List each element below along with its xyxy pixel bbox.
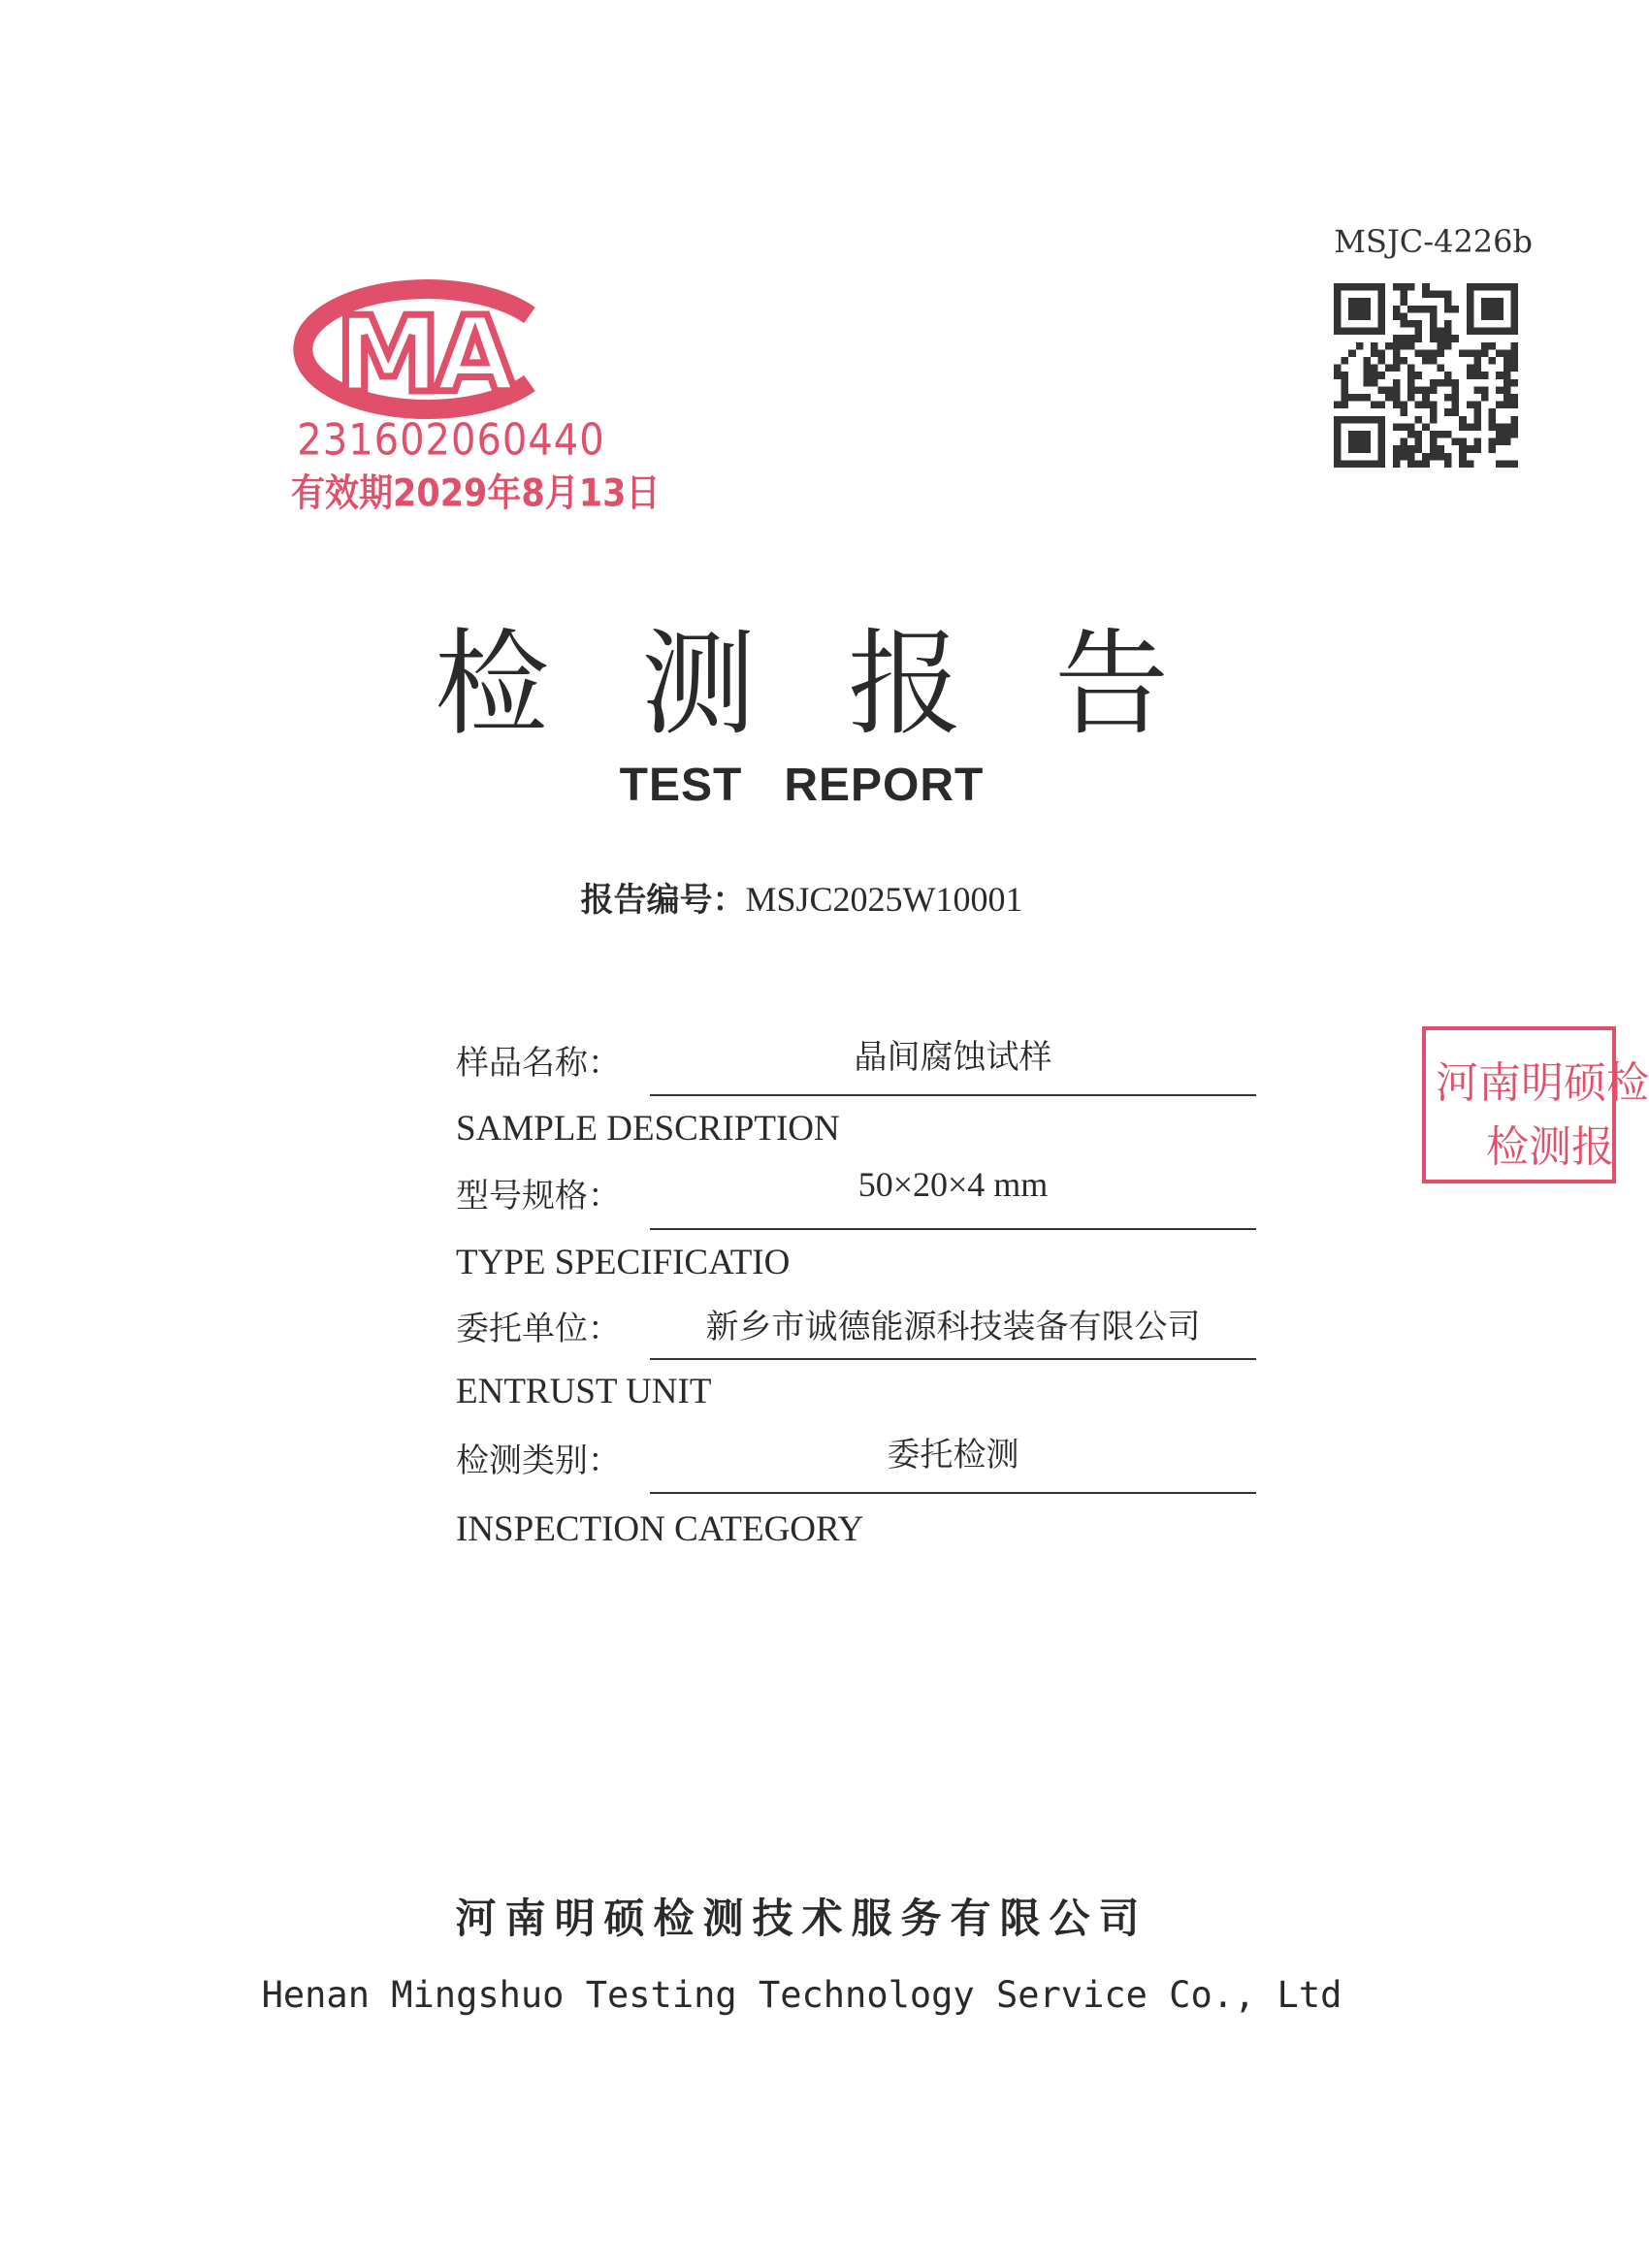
company-name-chinese: 河南明硕检测技术服务有限公司	[455, 1895, 1148, 1942]
cma-validity-date: 有效期2029年8月13日	[291, 471, 661, 516]
svg-text:MA: MA	[336, 295, 510, 416]
type-spec-underline	[650, 1228, 1256, 1230]
seal-line-2: 检测报	[1486, 1122, 1614, 1172]
type-spec-english: TYPE SPECIFICATIO	[456, 1243, 791, 1282]
company-name-english: Henan Mingshuo Testing Technology Service Co., Ltd	[261, 1974, 1342, 2016]
cma-certificate-number: 231602060440	[297, 415, 605, 466]
entrust-unit-english: ENTRUST UNIT	[456, 1372, 712, 1411]
title-english: TEST REPORT	[619, 760, 985, 811]
entrust-unit-label: 委托单位：	[456, 1310, 621, 1348]
cma-logo-icon	[308, 276, 570, 422]
form-code: MSJC-4226b	[1334, 223, 1533, 260]
sample-name-label: 样品名称：	[456, 1044, 621, 1083]
sample-name-english: SAMPLE DESCRIPTION	[456, 1109, 840, 1149]
type-spec-label: 型号规格：	[456, 1177, 621, 1215]
type-spec-value: 50×20×4 mm	[857, 1165, 1049, 1204]
inspection-category-english: INSPECTION CATEGORY	[456, 1509, 864, 1549]
report-number	[0, 873, 1603, 921]
entrust-unit-value: 新乡市诚德能源科技装备有限公司	[705, 1308, 1201, 1346]
seal-line-1: 河南明硕检	[1436, 1058, 1649, 1108]
inspection-category-underline	[650, 1492, 1256, 1494]
inspection-category-value: 委托检测	[887, 1436, 1019, 1474]
title-chinese: 检测报告	[434, 617, 1261, 751]
sample-name-value: 晶间腐蚀试样	[854, 1038, 1052, 1077]
report-number-value: MSJC2025W10001	[745, 880, 1023, 919]
qr-code-icon[interactable]	[1334, 283, 1518, 468]
sample-name-underline	[650, 1094, 1256, 1096]
inspection-category-label: 检测类别：	[456, 1442, 621, 1480]
report-number-label: 报告编号：	[580, 881, 746, 920]
company-seal-stamp	[1422, 1026, 1649, 1183]
entrust-unit-underline	[650, 1358, 1256, 1360]
